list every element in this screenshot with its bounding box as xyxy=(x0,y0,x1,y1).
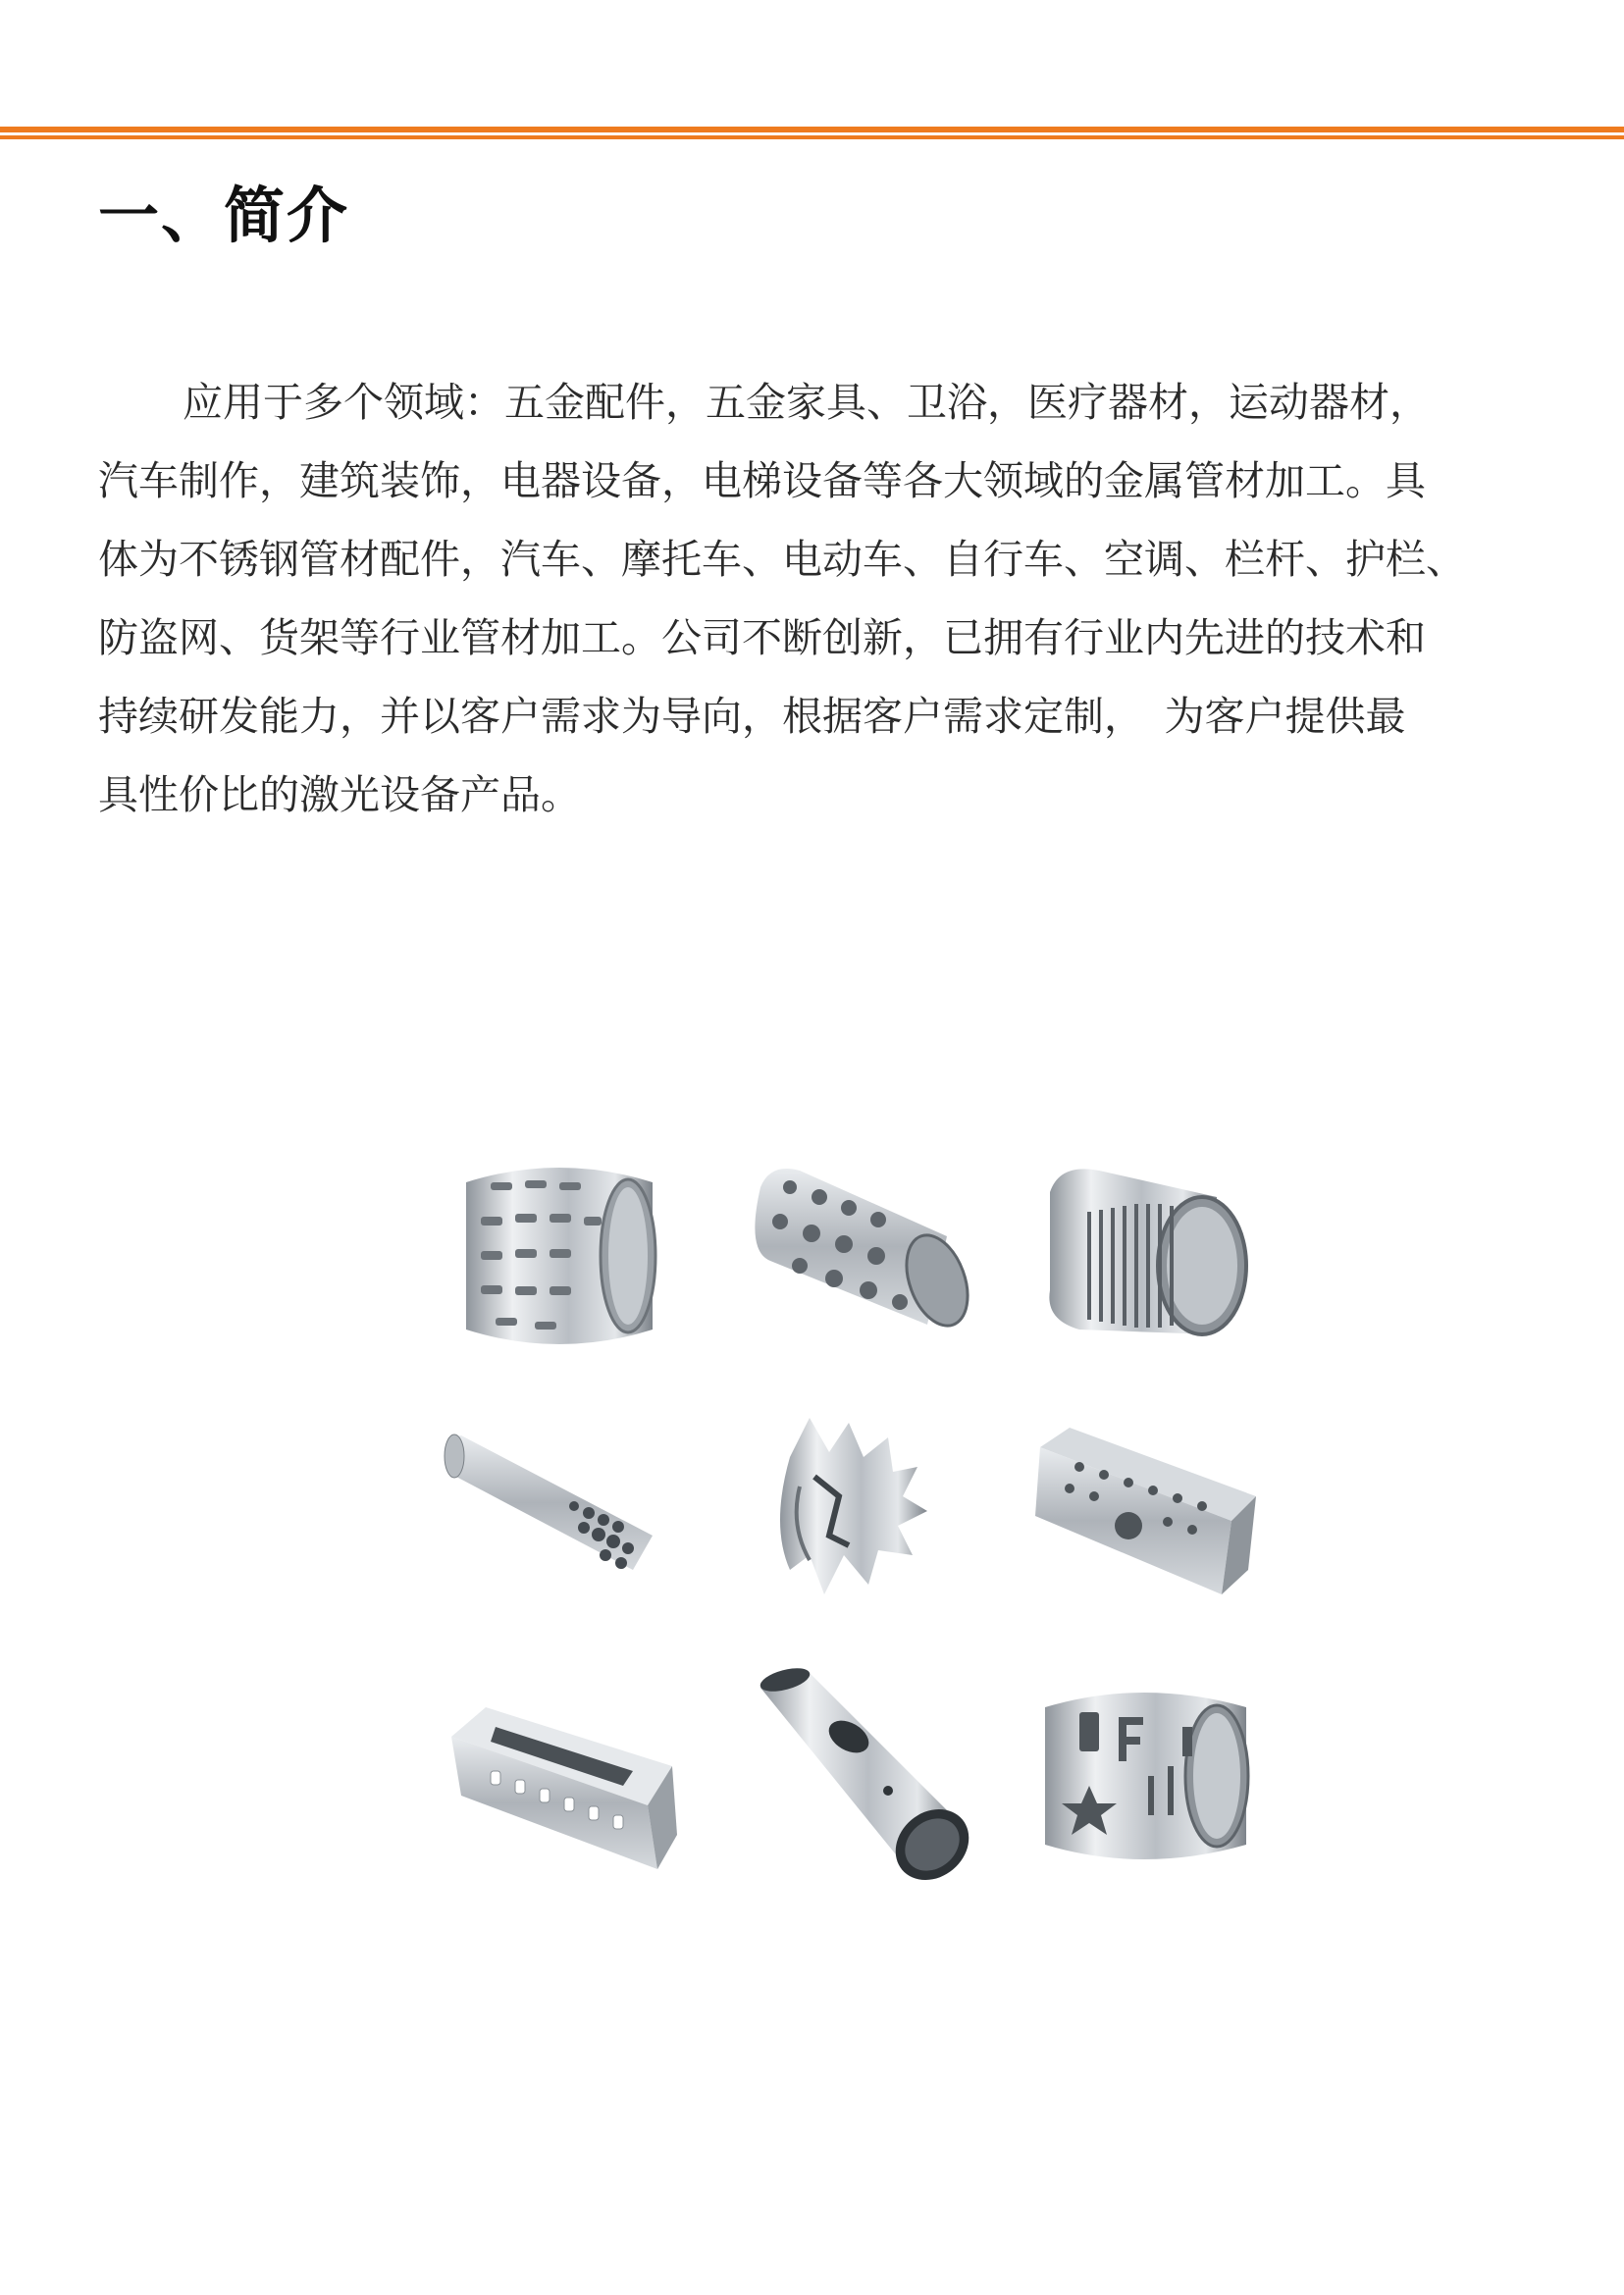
header-accent-rule-secondary xyxy=(0,135,1624,139)
product-image-slotted-angle-channel xyxy=(437,1658,682,1884)
product-image-angled-perforated-rod xyxy=(437,1398,682,1624)
section-heading: 一、简介 xyxy=(98,179,350,251)
intro-line: 持续研发能力，并以客户需求为导向，根据客户需求定制， 为客户提供最 xyxy=(98,693,1406,740)
product-image-sawtooth-cut-tube xyxy=(731,1398,976,1624)
product-image-vertical-slot-cage-tube xyxy=(1021,1143,1266,1369)
product-image-tapered-tube-with-holes xyxy=(731,1658,976,1884)
product-image-slotted-cylinder-tube xyxy=(437,1143,682,1369)
intro-line: 应用于多个领域：五金配件，五金家具、卫浴，医疗器材，运动器材， xyxy=(183,379,1430,426)
product-image-lettered-pattern-tube xyxy=(1021,1658,1266,1884)
intro-line: 防盗网、货架等行业管材加工。公司不断创新，已拥有行业内先进的技术和 xyxy=(98,614,1426,661)
intro-paragraph xyxy=(98,363,1531,834)
product-gallery xyxy=(417,1143,1300,1928)
intro-line: 具性价比的激光设备产品。 xyxy=(98,771,581,818)
product-image-round-hole-perforated-tube xyxy=(731,1143,976,1369)
intro-line: 体为不锈钢管材配件，汽车、摩托车、电动车、自行车、空调、栏杆、护栏、 xyxy=(98,536,1466,583)
intro-line: 汽车制作，建筑装饰，电器设备，电梯设备等各大领域的金属管材加工。具 xyxy=(98,457,1426,504)
header-accent-rule xyxy=(0,127,1624,132)
product-image-perforated-square-tube xyxy=(1021,1398,1266,1624)
